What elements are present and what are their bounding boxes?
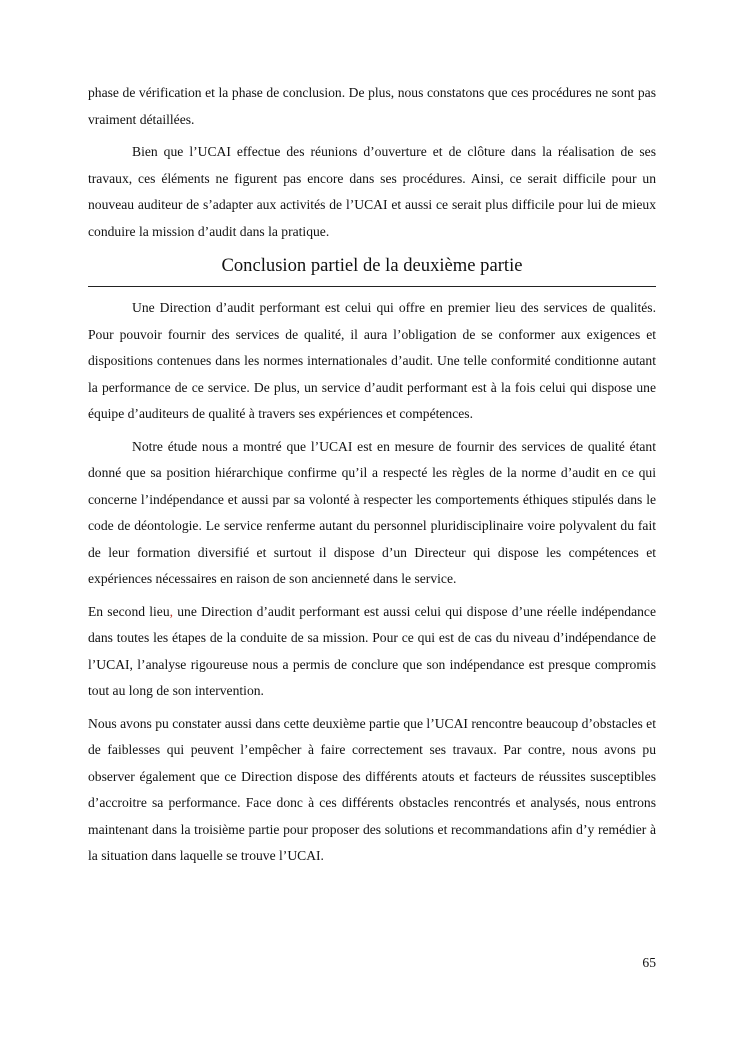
page-number: 65 [642,955,656,970]
red-comma: , [169,603,174,619]
paragraph-direction-performant: Une Direction d’audit performant est celui qui offre en premier lieu des services de qualités. Pour pouvoir fournir des services de qualité, il aura l’obligation de se conformer aux exigences et dispositions contenues dans les normes internationales d’audit. Une telle conformité conditionne autant la performance de ce service. De plus, un service d’audit performant est à la fois celui qui dispose une équipe d’auditeurs de qualité à travers ses expériences et compétences. [88,300,656,421]
paragraph-second-lieu [88,599,656,705]
section-heading: Conclusion partiel de la deuxième partie [221,255,523,276]
second-lieu-rest: une Direction d’audit performant est aussi celui qui dispose d’une réelle indépendance dans toutes les étapes de la conduite de sa mission. Pour ce qui est de cas du niveau d’indépendance de l’UCAI, l’analyse rigoureuse nous a permis de conclure que son indépendance est presque compromis tout au long de son intervention. [88,603,657,698]
document-body [88,80,656,870]
second-lieu-lead: En second lieu [88,603,170,619]
paragraph-obstacles: Nous avons pu constater aussi dans cette deuxième partie que l’UCAI rencontre beaucoup d’obstacles et de faiblesses qui peuvent l’empêcher à faire correctement ses travaux. Par contre, nous avons pu observer également que ce Direction dispose des différents atouts et facteurs de réussites susceptibles d’accroitre sa performance. Face donc à ces différents obstacles rencontrés et analysés, nous entrons maintenant dans la troisième partie pour proposer des solutions et recommandations afin d’y remédier à la situation dans laquelle se trouve l’UCAI. [88,715,656,863]
section-heading-container [88,251,656,287]
paragraph-reunions: Bien que l’UCAI effectue des réunions d’ouverture et de clôture dans la réalisation de ses travaux, ces éléments ne figurent pas encore dans ses procédures. Ainsi, ce serait difficile pour un nouveau auditeur de s’adapter aux activités de l’UCAI et aussi ce serait plus difficile pour lui de mieux conduire la mission d’audit dans la pratique. [88,144,656,239]
paragraph-continuation: phase de vérification et la phase de conclusion. De plus, nous constatons que ces procédures ne sont pas vraiment détaillées. [88,85,656,127]
paragraph-notre-etude: Notre étude nous a montré que l’UCAI est en mesure de fournir des services de qualité étant donné que sa position hiérarchique confirme qu’il a respecté les règles de la norme d’audit en ce qui concerne l’indépendance et aussi par sa volonté à respecter les comportements éthiques stipulés dans le code de déontologie. Le service renferme autant du personnel pluridisciplinaire voire polyvalent du fait de leur formation diversifié et surtout il dispose d’un Directeur qui dispose les compétences et expériences nécessaires en raison de son ancienneté dans le service. [88,438,656,586]
